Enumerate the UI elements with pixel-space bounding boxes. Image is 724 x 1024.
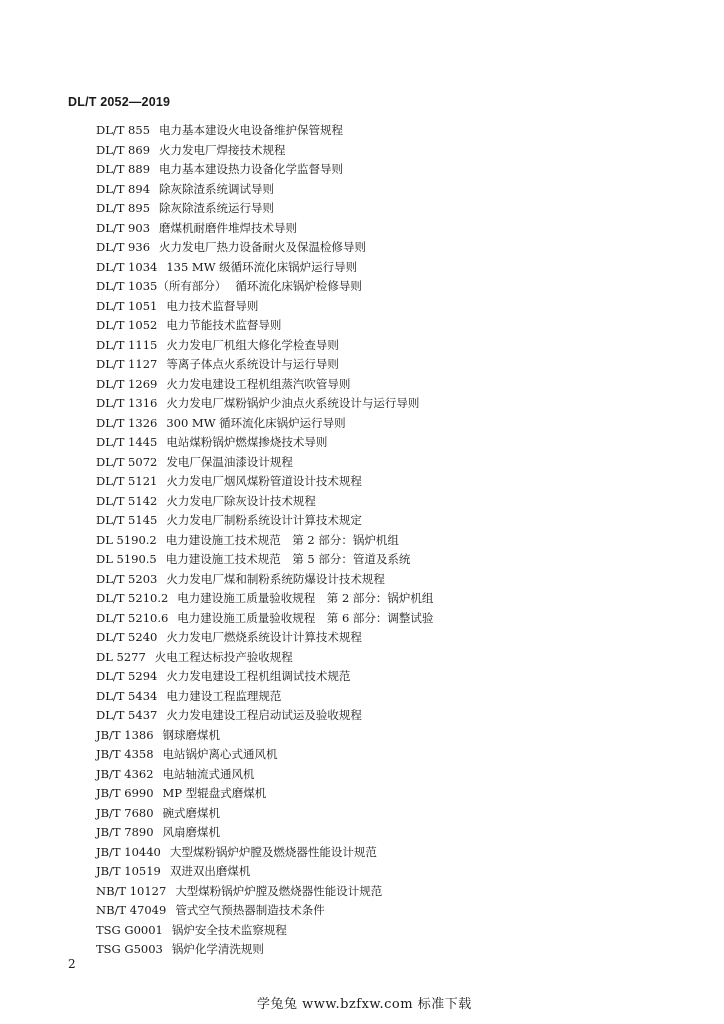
- standard-title: 火电工程达标投产验收规程: [154, 649, 293, 664]
- list-item: [96, 745, 433, 765]
- standard-code: JB/T 10440: [96, 844, 161, 859]
- list-item: [96, 433, 433, 453]
- list-item: [96, 141, 433, 161]
- standard-code: DL/T 903: [96, 220, 151, 235]
- standard-code: DL/T 5072: [96, 454, 158, 469]
- standard-code: DL/T 869: [96, 142, 151, 157]
- list-item: [96, 414, 433, 434]
- watermark-footer: 学兔兔 www.bzfxw.com 标准下载: [257, 997, 472, 1012]
- list-item: [96, 531, 433, 551]
- standard-code: DL/T 936: [96, 240, 151, 254]
- standard-title: 火力发电厂煤和制粉系统防爆设计技术规程: [166, 571, 385, 586]
- standard-title: 电力基本建设火电设备维护保管规程: [159, 123, 344, 137]
- standard-code: DL/T 1326: [96, 415, 158, 430]
- standard-title: 火力发电厂机组大修化学检查导则: [166, 337, 339, 352]
- page-header: DL/T 2052—2019: [68, 95, 171, 109]
- list-item: [96, 492, 433, 512]
- standard-code: DL/T 1051: [96, 298, 158, 313]
- standard-title: 135 MW 级循环流化床锅炉运行导则: [166, 259, 358, 274]
- standard-title: MP 型辊盘式磨煤机: [162, 786, 267, 800]
- standard-code: JB/T 1386: [96, 727, 154, 742]
- standard-title: 火力发电厂煤粉锅炉少油点火系统设计与运行导则: [166, 396, 420, 410]
- standard-title: 火力发电厂除灰设计技术规程: [166, 493, 316, 508]
- standard-code: DL/T 5203: [96, 571, 158, 586]
- standard-title: 火力发电厂燃烧系统设计计算技术规程: [166, 630, 362, 644]
- list-item: [96, 394, 433, 414]
- standard-title: 锅炉安全技术监察规程: [171, 922, 287, 937]
- standard-code: NB/T 47049: [96, 903, 167, 917]
- list-item: [96, 277, 433, 297]
- standard-code: JB/T 4362: [96, 766, 154, 781]
- list-item: [96, 570, 433, 590]
- list-item: [96, 375, 433, 395]
- standard-code: JB/T 7680: [96, 805, 154, 820]
- list-item: [96, 765, 433, 785]
- list-item: [96, 843, 433, 863]
- list-item: [96, 667, 433, 687]
- standard-title: 火力发电厂烟风煤粉管道设计技术规程: [166, 474, 362, 488]
- standard-code: DL 5277: [96, 649, 146, 664]
- list-item: [96, 258, 433, 278]
- list-item: [96, 121, 433, 141]
- standard-code: DL/T 5434: [96, 688, 158, 703]
- standard-code: DL/T 895: [96, 201, 151, 215]
- list-item: [96, 472, 433, 492]
- standard-code: JB/T 10519: [96, 864, 161, 878]
- standards-list: [96, 121, 433, 960]
- list-item: [96, 316, 433, 336]
- standard-code: DL/T 5145: [96, 513, 158, 527]
- standard-code: DL/T 1115: [96, 337, 158, 352]
- standard-code: DL/T 1445: [96, 435, 158, 449]
- list-item: [96, 921, 433, 941]
- standard-code: DL/T 5437: [96, 708, 158, 722]
- standard-title: 电力建设施工质量验收规程 第 2 部分：锅炉机组: [177, 591, 434, 605]
- list-item: [96, 648, 433, 668]
- list-item: [96, 823, 433, 843]
- list-item: [96, 589, 433, 609]
- list-item: [96, 804, 433, 824]
- standard-code: DL/T 1316: [96, 396, 158, 410]
- standard-code: JB/T 7890: [96, 825, 154, 839]
- standard-code: DL/T 1052: [96, 318, 158, 332]
- standard-code: DL/T 855: [96, 123, 151, 137]
- standard-code: DL/T 894: [96, 181, 151, 196]
- list-item: [96, 862, 433, 882]
- standard-title: 大型煤粉锅炉炉膛及燃烧器性能设计规范: [175, 883, 383, 898]
- list-item: [96, 706, 433, 726]
- standard-title: 电力技术监督导则: [166, 298, 259, 313]
- list-item: [96, 687, 433, 707]
- standard-title: 电站煤粉锅炉燃煤掺烧技术导则: [166, 435, 328, 449]
- standard-code: DL/T 5121: [96, 474, 158, 488]
- list-item: [96, 297, 433, 317]
- page-number: 2: [68, 957, 76, 971]
- standard-code: DL/T 5210.2: [96, 591, 169, 605]
- standard-title: 发电厂保温油漆设计规程: [166, 454, 293, 469]
- standard-code: DL/T 5294: [96, 669, 158, 683]
- standard-title: 电站轴流式通风机: [162, 766, 255, 781]
- list-item: [96, 726, 433, 746]
- standard-code: DL 5190.2: [96, 532, 157, 547]
- standard-title: 电力建设施工技术规范 第 2 部分：锅炉机组: [165, 532, 399, 547]
- list-item: [96, 453, 433, 473]
- list-item: [96, 336, 433, 356]
- standard-title: 管式空气预热器制造技术条件: [175, 903, 325, 917]
- standard-title: 除灰除渣系统运行导则: [159, 201, 275, 215]
- standard-title: 锅炉化学清洗规则: [171, 942, 264, 956]
- standard-code: DL/T 5240: [96, 630, 158, 644]
- list-item: [96, 609, 433, 629]
- standard-title: 碗式磨煤机: [162, 805, 221, 820]
- standard-code: JB/T 4358: [96, 747, 154, 761]
- standard-title: 电力基本建设热力设备化学监督导则: [159, 162, 344, 176]
- list-item: [96, 882, 433, 902]
- standard-code: DL/T 1269: [96, 376, 158, 391]
- standard-code: TSG G5003: [96, 942, 163, 956]
- standard-code: TSG G0001: [96, 922, 163, 937]
- list-item: [96, 901, 433, 921]
- standard-code: DL/T 1035（所有部分）: [96, 279, 227, 293]
- standard-title: 电力建设施工质量验收规程 第 6 部分：调整试验: [177, 610, 434, 625]
- list-item: [96, 784, 433, 804]
- standard-title: 火力发电厂焊接技术规程: [159, 142, 286, 157]
- standard-title: 大型煤粉锅炉炉膛及燃烧器性能设计规范: [169, 844, 377, 859]
- standard-code: DL/T 1034: [96, 259, 158, 274]
- standard-title: 火力发电建设工程启动试运及验收规程: [166, 708, 362, 722]
- list-item: [96, 180, 433, 200]
- standard-code: JB/T 6990: [96, 786, 154, 800]
- list-item: [96, 628, 433, 648]
- list-item: [96, 940, 433, 960]
- standard-title: 300 MW 循环流化床锅炉运行导则: [166, 415, 346, 430]
- list-item: [96, 160, 433, 180]
- standard-code: DL/T 889: [96, 162, 151, 176]
- standard-title: 电站锅炉离心式通风机: [162, 747, 278, 761]
- standard-title: 火力发电建设工程机组调试技术规范: [166, 669, 351, 683]
- standard-title: 电力节能技术监督导则: [166, 318, 282, 332]
- standard-code: DL/T 5142: [96, 493, 158, 508]
- list-item: [96, 199, 433, 219]
- standard-code: NB/T 10127: [96, 883, 167, 898]
- standard-title: 等离子体点火系统设计与运行导则: [166, 357, 339, 371]
- standard-title: 磨煤机耐磨件堆焊技术导则: [159, 220, 298, 235]
- standard-code: DL/T 5210.6: [96, 610, 169, 625]
- standard-title: 风扇磨煤机: [162, 825, 221, 839]
- standard-title: 电力建设工程监理规范: [166, 688, 282, 703]
- standard-title: 火力发电厂热力设备耐火及保温检修导则: [159, 240, 367, 254]
- standard-title: 双进双出磨煤机: [169, 864, 251, 878]
- list-item: [96, 238, 433, 258]
- standard-title: 电力建设施工技术规范 第 5 部分：管道及系统: [165, 552, 411, 566]
- standard-title: 循环流化床锅炉检修导则: [235, 279, 362, 293]
- list-item: [96, 550, 433, 570]
- list-item: [96, 219, 433, 239]
- standard-code: DL 5190.5: [96, 552, 157, 566]
- standard-title: 火力发电建设工程机组蒸汽吹管导则: [166, 376, 351, 391]
- standard-code: DL/T 1127: [96, 357, 158, 371]
- standard-title: 火力发电厂制粉系统设计计算技术规定: [166, 513, 362, 527]
- list-item: [96, 355, 433, 375]
- standard-title: 除灰除渣系统调试导则: [159, 181, 275, 196]
- standard-title: 钢球磨煤机: [162, 727, 221, 742]
- list-item: [96, 511, 433, 531]
